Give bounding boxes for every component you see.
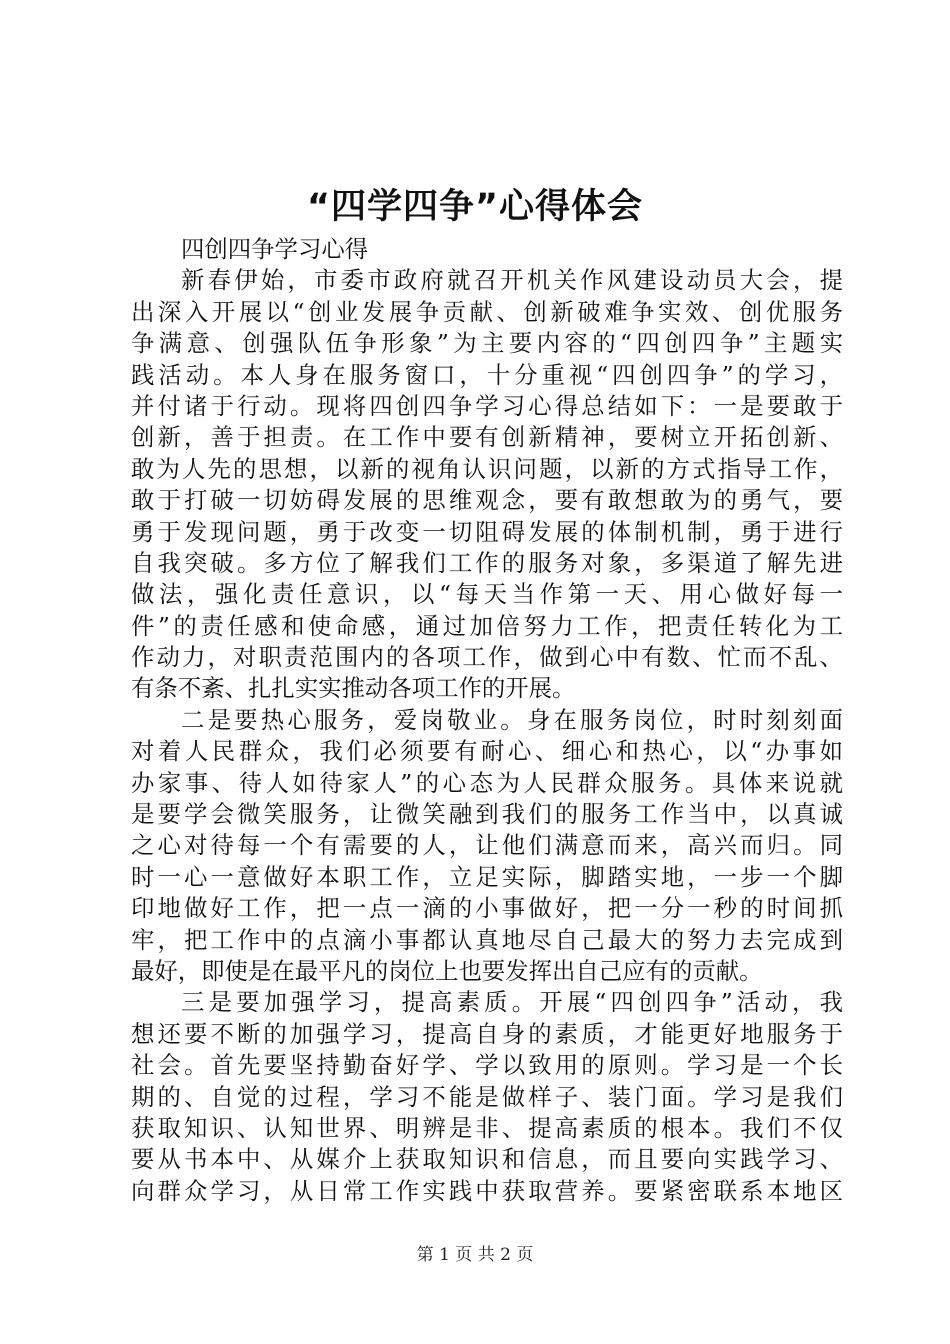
text-line: 新春伊始，市委市政府就召开机关作风建设动员大会，提	[181, 266, 843, 295]
text-line: 出深入开展以“创业发展争贡献、创新破难争实效、创优服务	[131, 297, 843, 326]
text-line: 时一心一意做好本职工作，立足实际，脚踏实地，一步一个脚	[131, 862, 843, 891]
text-line: 想还要不断的加强学习，提高自身的素质，才能更好地服务于	[131, 1019, 843, 1048]
text-line: 做法，强化责任意识，以“每天当作第一天、用心做好每一	[131, 580, 843, 609]
text-line: 敢为人先的思想，以新的视角认识问题，以新的方式指导工作，	[131, 454, 843, 483]
text-line: 并付诸于行动。现将四创四争学习心得总结如下：一是要敢于	[131, 391, 843, 420]
text-line: 勇于发现问题，勇于改变一切阻碍发展的体制机制，勇于进行	[131, 517, 843, 546]
document-body	[131, 234, 843, 1207]
text-line: 向群众学习，从日常工作实践中获取营养。要紧密联系本地区	[131, 1176, 843, 1205]
text-line: 争满意、创强队伍争形象”为主要内容的“四创四争”主题实	[131, 329, 843, 358]
text-line: 印地做好工作，把一点一滴的小事做好，把一分一秒的时间抓	[131, 894, 843, 923]
text-line: 期的、自觉的过程，学习不能是做样子、装门面。学习是我们	[131, 1082, 843, 1111]
text-line: 有条不紊、扎扎实实推动各项工作的开展。	[131, 674, 576, 703]
text-line: 最好，即使是在最平凡的岗位上也要发挥出自己应有的贡献。	[131, 956, 763, 985]
document-title: “四学四争”心得体会	[306, 187, 643, 227]
text-line: 创新，善于担责。在工作中要有创新精神，要树立开拓创新、	[131, 423, 843, 452]
text-line: 获取知识、认知世界、明辨是非、提高素质的根本。我们不仅	[131, 1113, 843, 1142]
text-line: 二是要热心服务，爱岗敬业。身在服务岗位，时时刻刻面	[181, 705, 843, 734]
text-line: 对着人民群众，我们必须要有耐心、细心和热心，以“办事如	[131, 737, 843, 766]
text-line: 之心对待每一个有需要的人，让他们满意而来，高兴而归。同	[131, 831, 843, 860]
text-line: 自我突破。多方位了解我们工作的服务对象，多渠道了解先进	[131, 548, 843, 577]
text-line: 三是要加强学习，提高素质。开展“四创四争”活动，我	[181, 988, 843, 1017]
text-line: 件”的责任感和使命感，通过加倍努力工作，把责任转化为工	[131, 611, 843, 640]
text-line: 社会。首先要坚持勤奋好学、学以致用的原则。学习是一个长	[131, 1051, 843, 1080]
text-line: 办家事、待人如待家人”的心态为人民群众服务。具体来说就	[131, 768, 843, 797]
text-line: 四创四争学习心得	[181, 235, 369, 263]
text-line: 敢于打破一切妨碍发展的思维观念，要有敢想敢为的勇气，要	[131, 486, 843, 515]
text-line: 作动力，对职责范围内的各项工作，做到心中有数、忙而不乱、	[131, 643, 843, 672]
text-line: 牢，把工作中的点滴小事都认真地尽自己最大的努力去完成到	[131, 925, 843, 954]
text-line: 要从书本中、从媒介上获取知识和信息，而且要向实践学习、	[131, 1145, 843, 1174]
text-line: 践活动。本人身在服务窗口，十分重视“四创四争”的学习，	[131, 360, 843, 389]
page-footer: 第 1 页 共 2 页	[416, 1245, 534, 1265]
text-line: 是要学会微笑服务，让微笑融到我们的服务工作当中，以真诚	[131, 800, 843, 829]
